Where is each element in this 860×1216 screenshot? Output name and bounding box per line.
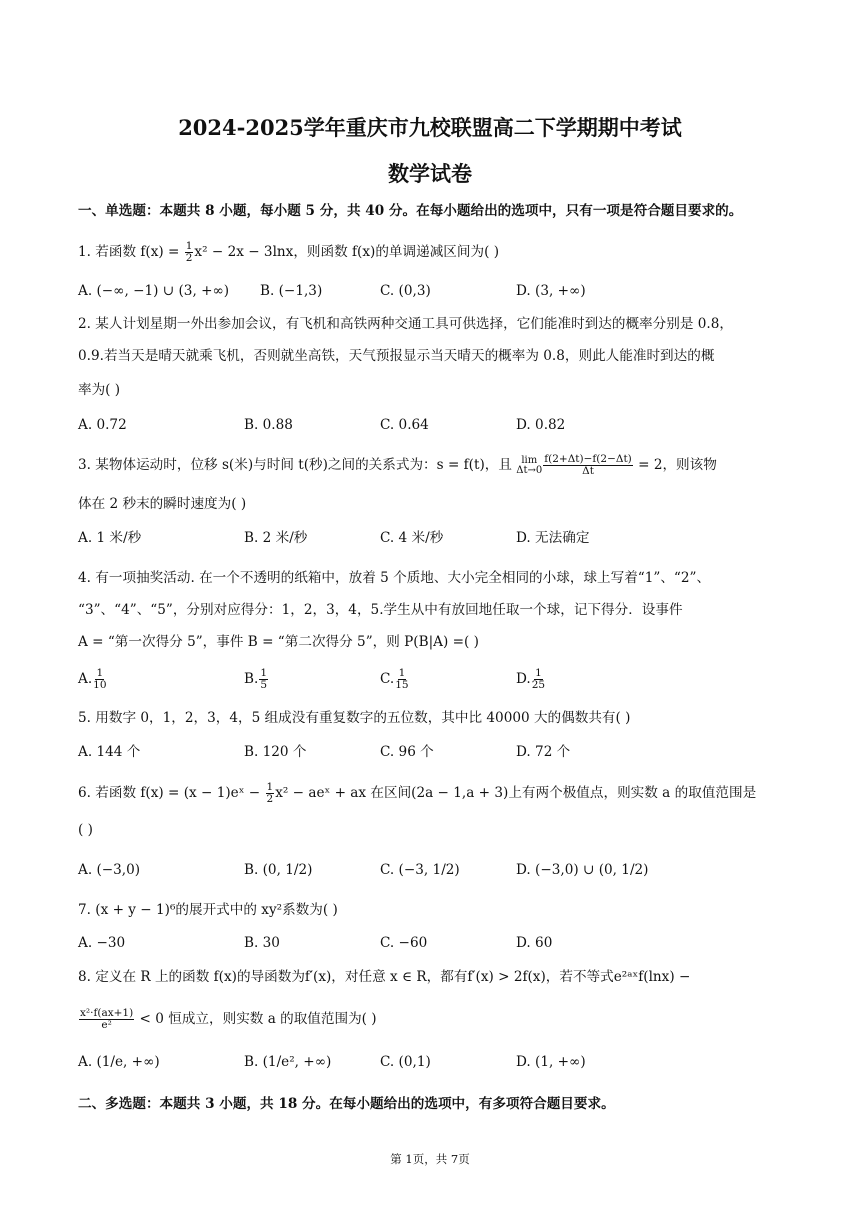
q6-fraction xyxy=(266,782,275,805)
q2-option-c: C. 0.64 xyxy=(380,417,429,433)
q8-frac-num: x²·f(ax+1) xyxy=(80,1007,134,1019)
q3-lim-bottom: Δt→0 xyxy=(516,464,543,476)
section-heading-multi-choice: 二、多选题：本题共 3 小题，共 18 分。在每小题给出的选项中，有多项符合题目要求。 xyxy=(78,1096,615,1112)
q4-option-b-num: 1 xyxy=(260,667,267,679)
q1-option-c: C. (0,3) xyxy=(380,283,431,299)
question-6-line-2: ( ) xyxy=(78,822,93,838)
question-3-stem xyxy=(78,454,717,477)
q6-frac-num: 1 xyxy=(266,781,274,793)
q3-stem-b: = 2，则该物 xyxy=(633,457,717,473)
q8-option-d: D. (1, +∞) xyxy=(516,1054,586,1070)
q5-option-a: A. 144 个 xyxy=(78,744,141,760)
q4-option-a xyxy=(78,668,108,691)
q8-line-2: < 0 恒成立，则实数 a 的取值范围为( ) xyxy=(135,1011,377,1027)
q4-option-b xyxy=(244,668,269,691)
q8-option-b: B. (1/e², +∞) xyxy=(244,1054,332,1070)
q6-option-b: B. (0, 1/2) xyxy=(244,862,313,878)
q7-option-a: A. −30 xyxy=(78,935,126,951)
q1-stem-a: 1. 若函数 f(x) = xyxy=(78,244,184,260)
q2-option-b: B. 0.88 xyxy=(244,417,293,433)
question-8-line-2-wrap xyxy=(78,1008,377,1031)
q3-frac-num: f(2+Δt)−f(2−Δt) xyxy=(544,453,632,465)
q6-frac-den: 2 xyxy=(266,793,274,805)
page-footer: 第 1页，共 7页 xyxy=(390,1152,470,1166)
q4-option-b-label: B. xyxy=(244,671,259,687)
q4-option-a-fraction xyxy=(93,668,106,691)
q6-stem-a: 6. 若函数 f(x) = (x − 1)eˣ − xyxy=(78,785,265,801)
q2-option-a: A. 0.72 xyxy=(78,417,127,433)
q4-option-d-fraction xyxy=(532,668,545,691)
q1-option-b: B. (−1,3) xyxy=(260,283,323,299)
q7-option-c: C. −60 xyxy=(380,935,428,951)
q2-option-d: D. 0.82 xyxy=(516,417,566,433)
question-2-line-2: 0.9.若当天是晴天就乘飞机，否则就坐高铁，天气预报显示当天晴天的概率为 0.8，则此人能准时到达的概 xyxy=(78,348,715,364)
q8-fraction xyxy=(79,1008,134,1031)
q7-option-b: B. 30 xyxy=(244,935,280,951)
q4-option-a-label: A. xyxy=(78,671,93,687)
question-4-line-3: A = “第一次得分 5”，事件 B = “第二次得分 5”，则 P(B|A) =( ) xyxy=(78,634,479,650)
q4-option-a-num: 1 xyxy=(96,667,104,679)
q4-option-d-label: D. xyxy=(516,671,531,687)
exam-subtitle: 数学试卷 xyxy=(388,161,472,186)
q4-option-d-den: 25 xyxy=(531,679,546,691)
question-4-line-1: 4. 有一项抽奖活动. 在一个不透明的纸箱中，放着 5 个质地、大小完全相同的小球，球上写着“1”、“2”、 xyxy=(78,570,711,586)
q6-stem-b: x² − aeˣ + ax 在区间(2a − 1,a + 3)上有两个极值点，则实数 a 的取值范围是 xyxy=(275,785,757,801)
question-4-line-2: “3”、“4”、“5”，分别对应得分：1，2，3，4，5.学生从中有放回地任取一个球，记下得分．设事件 xyxy=(78,602,683,618)
q1-frac-den: 2 xyxy=(185,252,193,264)
q8-option-a: A. (1/e, +∞) xyxy=(78,1054,160,1070)
q8-frac-den: e² xyxy=(101,1019,112,1031)
q1-fraction xyxy=(185,241,194,264)
q3-option-a: A. 1 米/秒 xyxy=(78,530,142,546)
question-7-line-1: 7. (x + y − 1)⁶的展开式中的 xy²系数为( ) xyxy=(78,902,338,918)
question-2-line-1: 2. 某人计划星期一外出参加会议，有飞机和高铁两种交通工具可供选择，它们能准时到达的概率分别是 0.8， xyxy=(78,316,733,332)
q4-option-c xyxy=(380,668,410,691)
question-6-stem xyxy=(78,782,756,805)
q3-option-b: B. 2 米/秒 xyxy=(244,530,308,546)
q1-stem-b: x² − 2x − 3lnx，则函数 f(x)的单调递减区间为( ) xyxy=(194,244,500,260)
q3-frac-den: Δt xyxy=(582,465,594,477)
q6-option-c: C. (−3, 1/2) xyxy=(380,862,460,878)
q5-option-c: C. 96 个 xyxy=(380,744,434,760)
q6-option-d: D. (−3,0) ∪ (0, 1/2) xyxy=(516,862,649,878)
q3-stem-a: 3. 某物体运动时，位移 s(米)与时间 t(秒)之间的关系式为：s = f(t)，且 xyxy=(78,457,517,473)
q4-option-c-label: C. xyxy=(380,671,395,687)
q3-lim-top: lim xyxy=(521,454,538,466)
question-5-line-1: 5. 用数字 0，1，2，3，4，5 组成没有重复数字的五位数，其中比 40000 大的偶数共有( ) xyxy=(78,710,631,726)
q1-option-a: A. (−∞, −1) ∪ (3, +∞) xyxy=(78,283,230,299)
q3-limit xyxy=(516,456,542,476)
q4-option-d xyxy=(516,668,546,691)
question-8-line-1: 8. 定义在 R 上的函数 f(x)的导函数为f′(x)，对任意 x ∈ R，都有f′(x) > 2f(x)，若不等式e²ᵃˣf(lnx) − xyxy=(78,969,691,985)
q7-option-d: D. 60 xyxy=(516,935,553,951)
q3-fraction xyxy=(543,454,633,477)
q1-option-d: D. (3, +∞) xyxy=(516,283,586,299)
question-2-line-3: 率为( ) xyxy=(78,382,121,398)
q4-option-a-den: 10 xyxy=(93,679,107,691)
q4-option-c-den: 15 xyxy=(395,679,409,691)
q8-option-c: C. (0,1) xyxy=(380,1054,431,1070)
q4-option-c-num: 1 xyxy=(398,667,406,679)
exam-title: 2024-2025学年重庆市九校联盟高二下学期期中考试 xyxy=(178,115,682,140)
q4-option-c-fraction xyxy=(395,668,408,691)
question-1-stem xyxy=(78,241,499,264)
q3-option-d: D. 无法确定 xyxy=(516,530,590,546)
q5-option-b: B. 120 个 xyxy=(244,744,307,760)
q5-option-d: D. 72 个 xyxy=(516,744,571,760)
q3-option-c: C. 4 米/秒 xyxy=(380,530,444,546)
question-3-line-2: 体在 2 秒末的瞬时速度为( ) xyxy=(78,496,247,512)
section-heading-single-choice: 一、单选题：本题共 8 小题，每小题 5 分，共 40 分。在每小题给出的选项中，只有一项是符合题目要求的。 xyxy=(78,203,743,219)
q1-frac-num: 1 xyxy=(185,240,193,252)
q4-option-d-num: 1 xyxy=(535,667,542,679)
q4-option-b-den: 5 xyxy=(260,679,267,691)
q4-option-b-fraction xyxy=(259,668,268,691)
q6-option-a: A. (−3,0) xyxy=(78,862,141,878)
